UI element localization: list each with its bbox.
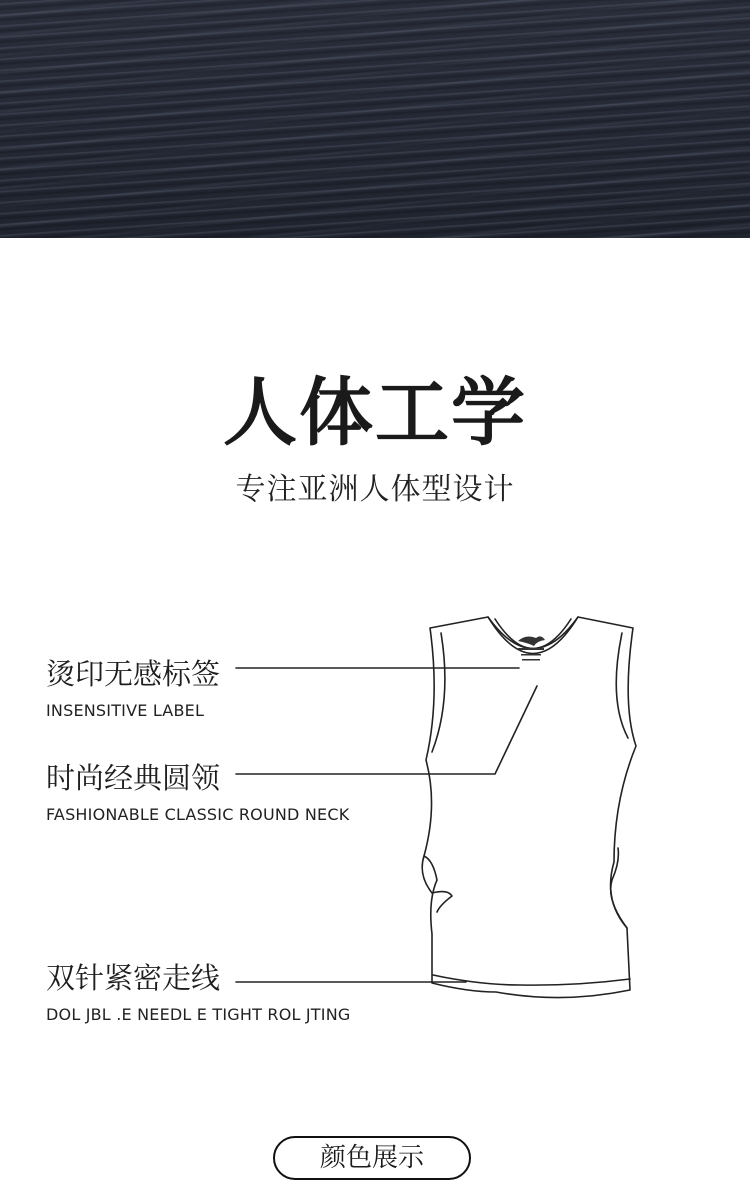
feature-subtitle: INSENSITIVE LABEL (46, 701, 205, 720)
feature-title: 烫印无感标签 (46, 657, 221, 691)
collar-inner (495, 619, 571, 649)
fabric-texture-image (0, 0, 750, 238)
page-title: 人体工学 (223, 370, 527, 456)
armhole-right (616, 633, 628, 738)
feature-double-needle-stitching (46, 960, 350, 1026)
feature-insensitive-label (46, 656, 220, 722)
feature-round-neck (46, 760, 349, 826)
collar-outer (488, 617, 578, 654)
feature-title: 双针紧密走线 (46, 961, 221, 995)
feature-subtitle: DOL JBL .E NEEDL E TIGHT ROL JTING (46, 1005, 351, 1024)
color-display-button[interactable]: 颜色展示 (273, 1136, 471, 1180)
page-subtitle: 专注亚洲人体型设计 (235, 472, 515, 507)
hem-stitch (433, 975, 630, 985)
feature-title: 时尚经典圆领 (46, 761, 221, 795)
tank-top-outline (424, 617, 636, 998)
fold-right (611, 848, 627, 928)
armhole-left (432, 633, 445, 752)
feature-subtitle: FASHIONABLE CLASSIC ROUND NECK (46, 805, 350, 824)
fold-left (422, 856, 452, 912)
label-print-icon (518, 636, 545, 660)
